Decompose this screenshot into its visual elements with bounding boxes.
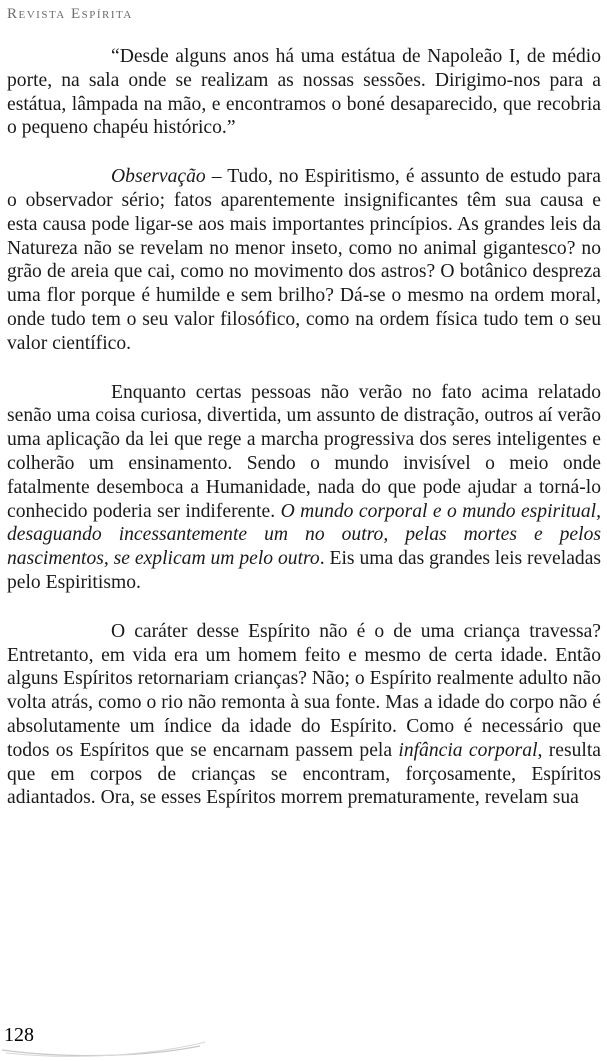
enquanto-italic: O mundo corporal e o mundo espiritual, desaguando incessantemente um no outro, pelas mortes e pelos nascimentos, se explicam um pelo outro	[7, 500, 601, 570]
quote-text: “Desde alguns anos há uma estátua de Napoleão I, de médio porte, na sala onde se realizam as nossas sessões. Dirigimo-nos para a estátua, lâmpada na mão, e encontramos o boné desaparecido, que recobria o pequeno chapéu histórico.”	[7, 46, 601, 139]
paragraph-carater	[7, 620, 601, 810]
observacao-label: Observação	[111, 166, 206, 188]
observacao-text: – Tudo, no Espiritismo, é assunto de estudo para o observador sério; fatos aparentemente insignificantes têm sua causa e esta causa pode ligar-se aos mais importantes princípios. As grandes leis da Natureza não se revelam no menor inseto, como no animal gigantesco? no grão de areia que cai, como no movimento dos astros? O botânico despreza uma flor porque é humilde e sem brilho? Dá-se o mesmo na ordem moral, onde tudo tem o seu valor filosófico, como na ordem física tudo tem o seu valor científico.	[7, 166, 601, 354]
page-number: 128	[4, 1024, 34, 1046]
running-head: Revista Espírita	[7, 6, 133, 22]
page-body	[7, 45, 601, 835]
carater-text-a: O caráter desse Espírito não é o de uma criança travessa? Entretanto, em vida era um homem feito e mesmo de certa idade. Então alguns Espíritos retornariam crianças? Não; o Espírito realmente adulto não volta atrás, como o rio não remonta à sua fonte. Mas a idade do corpo não é absolutamente um índice da idade do Espírito. Como é necessário que todos os Espíritos que se encarnam passem pela	[7, 620, 601, 761]
enquanto-text-b: . Eis uma das grandes leis reveladas pelo Espiritismo.	[7, 548, 602, 593]
paragraph-observacao	[7, 165, 601, 355]
carater-text-b: , resulta que em corpos de crianças se encontram, forçosamente, Espíritos adiantados. Ora, se esses Espíritos morrem prematuramente, revelam sua	[7, 739, 601, 809]
enquanto-text-a: Enquanto certas pessoas não verão no fato acima relatado senão uma coisa curiosa, divertida, um assunto de distração, outros aí verão uma aplicação da lei que rege a marcha progressiva dos seres inteligentes e colherão um ensinamento. Sendo o mundo invisível o meio onde fatalmente desemboca a Humanidade, nada do que pode ajudar a torná-lo conhecido poderia ser indiferente.	[7, 381, 601, 522]
paragraph-enquanto	[7, 381, 601, 595]
carater-italic: infância corporal	[398, 739, 538, 761]
paragraph-quote	[7, 45, 601, 140]
